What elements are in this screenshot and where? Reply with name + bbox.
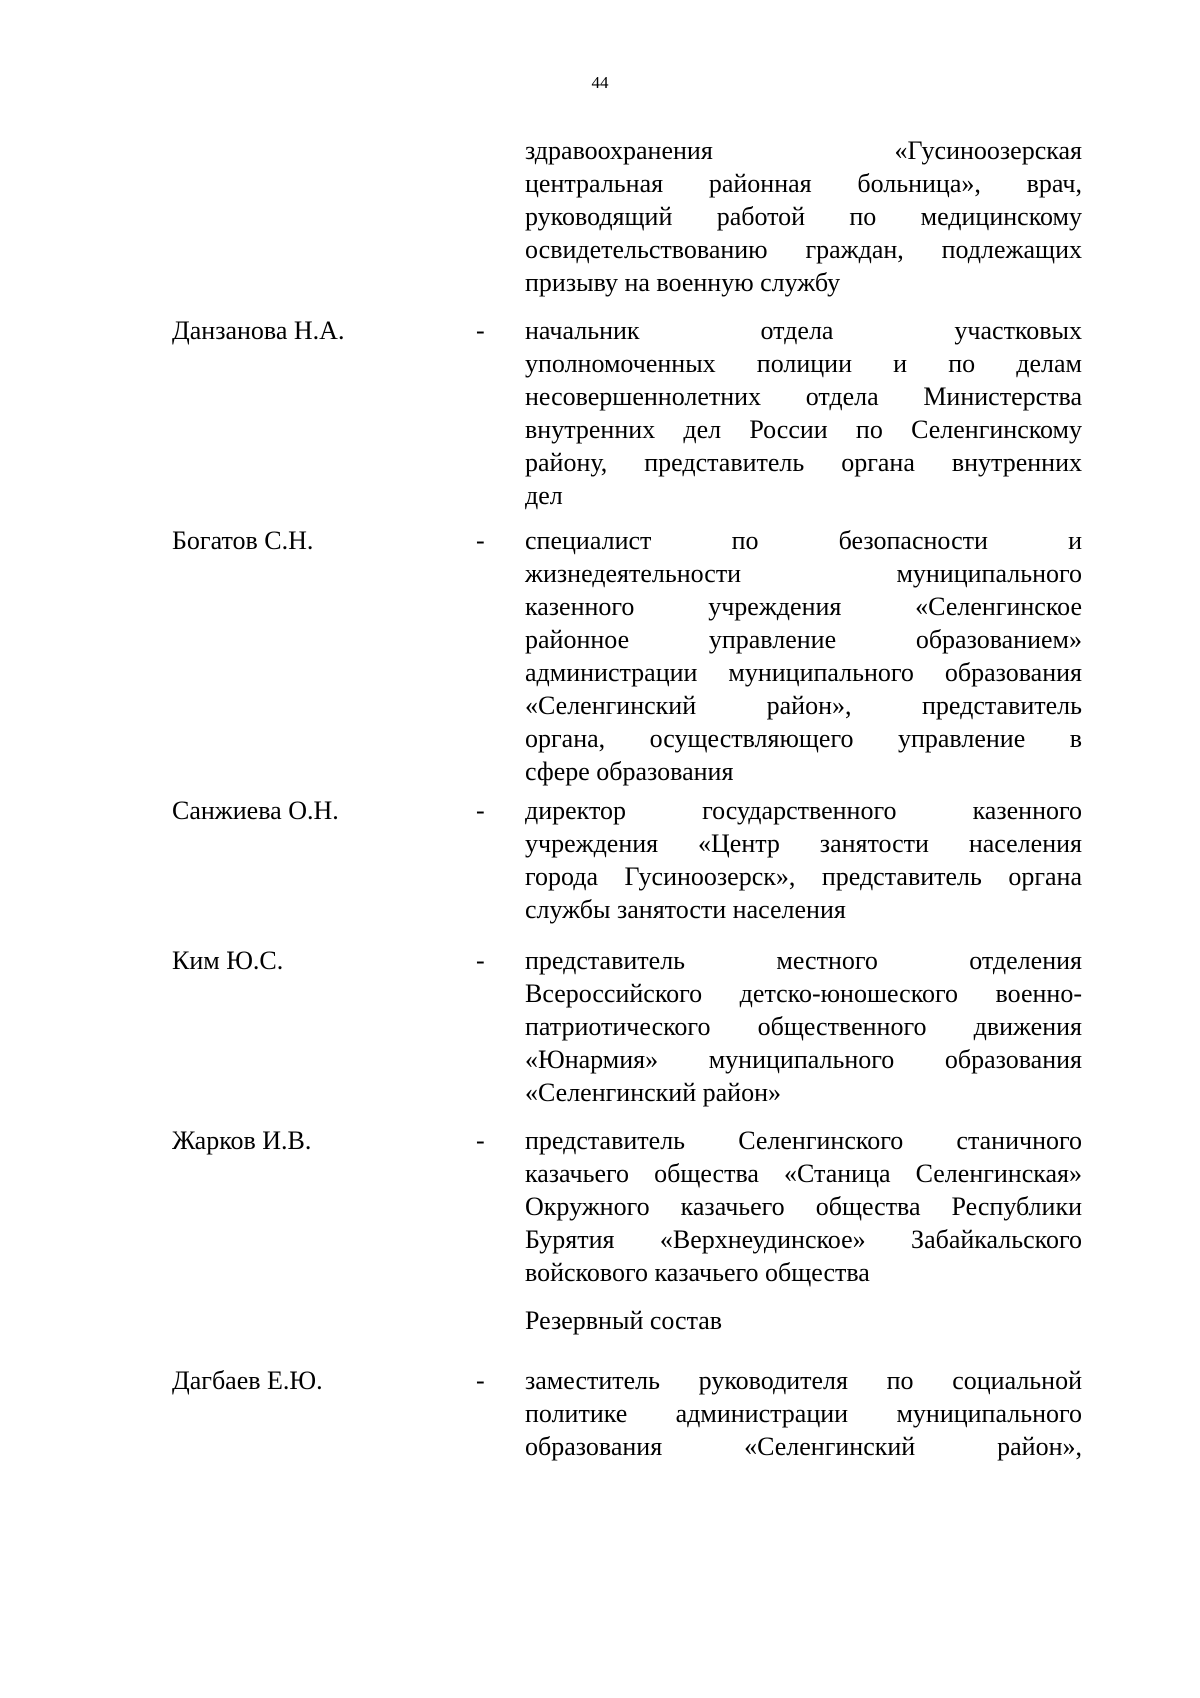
member-name: Ким Ю.С.	[172, 946, 284, 975]
reserve-section-heading: Резервный состав	[525, 1306, 723, 1335]
description-line: службы занятости населения	[525, 895, 846, 924]
description-line: уполномоченных полиции и по делам	[525, 349, 1082, 378]
description-line: призыву на военную службу	[525, 268, 841, 297]
description-line: города Гусиноозерск», представитель органа	[525, 862, 1082, 891]
description-line: Бурятия «Верхнеудинское» Забайкальского	[525, 1225, 1082, 1254]
description-line: Всероссийского детско-юношеского военно-	[525, 979, 1082, 1008]
description-line: патриотического общественного движения	[525, 1012, 1082, 1041]
description-line: жизнедеятельности муниципального	[525, 559, 1082, 588]
member-dash: -	[476, 526, 485, 555]
member-description	[525, 314, 1082, 512]
member-dash: -	[476, 1126, 485, 1155]
description-line: директор государственного казенного	[525, 796, 1082, 825]
member-name: Данзанова Н.А.	[172, 316, 345, 345]
page-number: 44	[591, 73, 609, 92]
description-line: внутренних дел России по Селенгинскому	[525, 415, 1082, 444]
description-line: начальник отдела участковых	[525, 316, 1082, 345]
member-description	[525, 944, 1082, 1109]
description-line: сфере образования	[525, 757, 734, 786]
continuation-description	[525, 134, 1082, 299]
description-line: дел	[525, 481, 563, 510]
member-description	[525, 524, 1082, 788]
description-line: освидетельствованию граждан, подлежащих	[525, 235, 1082, 264]
description-line: казачьего общества «Станица Селенгинская»	[525, 1159, 1082, 1188]
member-name: Санжиева О.Н.	[172, 796, 339, 825]
description-line: заместитель руководителя по социальной	[525, 1366, 1082, 1395]
description-line: специалист по безопасности и	[525, 526, 1082, 555]
member-name: Жарков И.В.	[172, 1126, 312, 1155]
description-line: представитель Селенгинского станичного	[525, 1126, 1082, 1155]
description-line: «Селенгинский район»	[525, 1078, 781, 1107]
member-description	[525, 794, 1082, 926]
description-line: району, представитель органа внутренних	[525, 448, 1082, 477]
description-line: центральная районная больница», врач,	[525, 169, 1082, 198]
description-line: «Селенгинский район», представитель	[525, 691, 1082, 720]
description-line: политике администрации муниципального	[525, 1399, 1082, 1428]
description-line: здравоохранения «Гусиноозерская	[525, 136, 1082, 165]
member-name: Богатов С.Н.	[172, 526, 314, 555]
description-line: Окружного казачьего общества Республики	[525, 1192, 1082, 1221]
description-line: образования «Селенгинский район»,	[525, 1432, 1082, 1461]
description-line: казенного учреждения «Селенгинское	[525, 592, 1082, 621]
description-line: органа, осуществляющего управление в	[525, 724, 1082, 753]
description-line: руководящий работой по медицинскому	[525, 202, 1082, 231]
member-name: Дагбаев Е.Ю.	[172, 1366, 323, 1395]
description-line: «Юнармия» муниципального образования	[525, 1045, 1082, 1074]
description-line: представитель местного отделения	[525, 946, 1082, 975]
member-description	[525, 1124, 1082, 1289]
member-dash: -	[476, 316, 485, 345]
member-dash: -	[476, 946, 485, 975]
description-line: войскового казачьего общества	[525, 1258, 870, 1287]
member-dash: -	[476, 796, 485, 825]
member-description	[525, 1364, 1082, 1463]
description-line: районное управление образованием»	[525, 625, 1082, 654]
member-dash: -	[476, 1366, 485, 1395]
description-line: учреждения «Центр занятости населения	[525, 829, 1082, 858]
description-line: администрации муниципального образования	[525, 658, 1082, 687]
description-line: несовершеннолетних отдела Министерства	[525, 382, 1082, 411]
